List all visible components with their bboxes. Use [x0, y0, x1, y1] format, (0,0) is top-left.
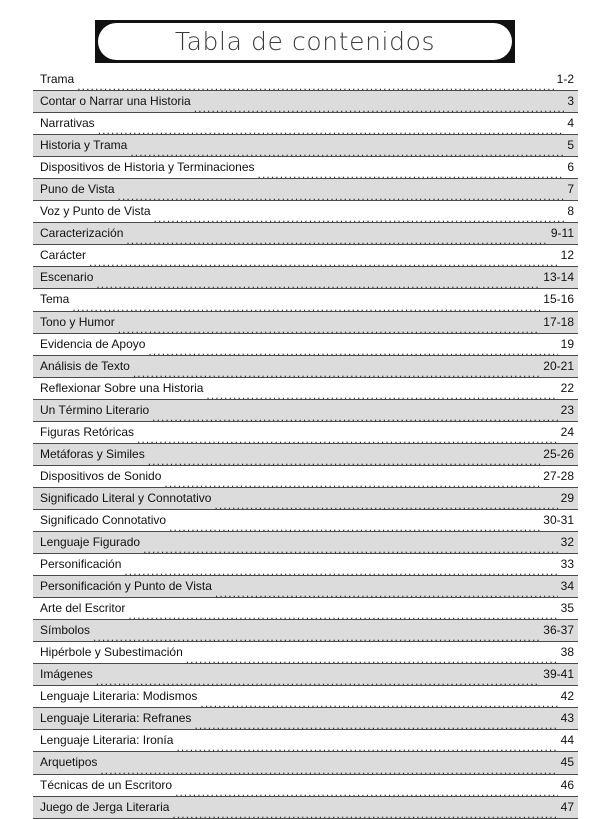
table-row[interactable]	[33, 797, 578, 819]
table-row[interactable]	[33, 378, 578, 400]
dot-leader	[194, 108, 565, 112]
toc-entry-label: Metáforas y Similes	[40, 446, 145, 461]
dot-leader	[154, 218, 565, 222]
toc-entry-label: Lenguaje Literaria: Refranes	[40, 711, 192, 726]
dot-leader	[96, 681, 541, 685]
dot-leader	[186, 659, 558, 663]
toc-entry-label: Tema	[40, 292, 70, 307]
toc-entry-label: Personificación y Punto de Vista	[40, 579, 212, 594]
table-row[interactable]	[33, 532, 578, 554]
dot-leader	[172, 814, 557, 818]
toc-entry-page-number: 9-11	[550, 226, 574, 241]
toc-entry-label: Voz y Punto de Vista	[40, 204, 151, 219]
toc-entry-label: Evidencia de Apoyo	[40, 336, 146, 351]
toc-entry-page-number: 42	[560, 689, 574, 704]
dot-leader	[126, 240, 547, 244]
toc-entry-label: Escenario	[40, 270, 94, 285]
dot-leader	[143, 549, 558, 553]
toc-entry-label: Técnicas de un Escritoro	[40, 777, 173, 792]
toc-entry-label: Símbolos	[40, 623, 91, 638]
toc-entry-page-number: 17-18	[543, 314, 574, 329]
toc-entry-page-number: 24	[560, 424, 574, 439]
dot-leader	[137, 439, 558, 443]
title-plate	[98, 23, 512, 60]
page-title: Tabla de contenidos	[174, 27, 436, 56]
dot-leader	[96, 284, 540, 288]
toc-entry-label: Significado Literal y Connotativo	[40, 490, 212, 505]
toc-entry-page-number: 3	[567, 94, 574, 109]
toc-entry-label: Reflexionar Sobre una Historia	[40, 380, 204, 395]
table-row[interactable]	[33, 775, 578, 797]
toc-entry-page-number: 7	[567, 182, 574, 197]
dot-leader	[89, 262, 558, 266]
toc-entry-label: Lenguaje Literaria: Ironía	[40, 733, 174, 748]
toc-entry-label: Figuras Retóricas	[40, 424, 135, 439]
toc-entry-label: Trama	[40, 72, 75, 87]
toc-entry-page-number: 44	[560, 733, 574, 748]
toc-entry-label: Contar o Narrar una Historia	[40, 94, 191, 109]
toc-entry-page-number: 43	[560, 711, 574, 726]
toc-entry-page-number: 39-41	[543, 667, 574, 682]
toc-entry-page-number: 19	[560, 336, 574, 351]
dot-leader	[164, 483, 540, 487]
toc-entry-page-number: 29	[560, 490, 574, 505]
dot-leader	[148, 461, 541, 465]
toc-entry-page-number: 34	[560, 579, 574, 594]
table-row[interactable]	[33, 312, 578, 334]
toc-entry-label: Análisis de Texto	[40, 358, 130, 373]
table-row[interactable]	[33, 620, 578, 642]
dot-leader	[152, 417, 557, 421]
toc-entry-page-number: 4	[567, 116, 574, 131]
toc-entry-page-number: 27-28	[543, 468, 574, 483]
toc-entry-page-number: 5	[567, 138, 574, 153]
toc-entry-page-number: 22	[560, 380, 574, 395]
dot-leader	[200, 703, 557, 707]
toc-entry-label: Narrativas	[40, 116, 95, 131]
table-row[interactable]	[33, 422, 578, 444]
table-row[interactable]	[33, 400, 578, 422]
dot-leader	[169, 527, 540, 531]
table-row[interactable]	[33, 488, 578, 510]
table-row[interactable]	[33, 510, 578, 532]
toc-entry-page-number: 12	[560, 248, 574, 263]
toc-entry-page-number: 47	[560, 799, 574, 814]
toc-entry-label: Tono y Humor	[40, 314, 115, 329]
dot-leader	[214, 505, 557, 509]
table-row[interactable]	[33, 201, 578, 223]
toc-entry-label: Carácter	[40, 248, 87, 263]
toc-entry-page-number: 46	[560, 777, 574, 792]
dot-leader	[258, 174, 565, 178]
dot-leader	[128, 615, 557, 619]
toc-entry-page-number: 35	[560, 601, 574, 616]
table-row[interactable]	[33, 334, 578, 356]
toc-entry-label: Dispositivos de Historia y Terminaciones	[40, 160, 255, 175]
table-row[interactable]	[33, 664, 578, 686]
table-row[interactable]	[33, 554, 578, 576]
toc-entry-label: Dispositivos de Sonido	[40, 468, 162, 483]
dot-leader	[175, 792, 558, 796]
toc-entry-label: Puno de Vista	[40, 182, 115, 197]
toc-entry-page-number: 38	[560, 645, 574, 660]
toc-entry-label: Juego de Jerga Literaria	[40, 799, 170, 814]
toc-entry-label: Arquetipos	[40, 755, 98, 770]
dot-leader	[100, 770, 557, 774]
toc-entry-label: Lenguaje Figurado	[40, 535, 141, 549]
toc-entry-page-number: 13-14	[543, 270, 574, 285]
toc-entry-page-number: 25-26	[543, 446, 574, 461]
toc-entry-page-number: 32	[560, 535, 574, 549]
dot-leader	[118, 329, 541, 333]
table-row[interactable]	[33, 135, 578, 157]
table-row[interactable]	[33, 91, 578, 113]
toc-entry-label: Hipérbole y Subestimación	[40, 645, 183, 660]
dot-leader	[77, 86, 553, 90]
toc-entry-page-number: 1-2	[556, 72, 574, 87]
toc-entry-label: Un Término Literario	[40, 402, 150, 417]
table-row[interactable]	[33, 113, 578, 135]
dot-leader	[206, 395, 557, 399]
table-row[interactable]	[33, 708, 578, 730]
table-row[interactable]	[33, 289, 578, 311]
table-of-contents	[33, 69, 578, 819]
dot-leader	[124, 571, 557, 575]
toc-entry-label: Historia y Trama	[40, 138, 128, 153]
title-banner	[95, 20, 515, 63]
toc-entry-page-number: 20-21	[543, 358, 574, 373]
toc-entry-label: Imágenes	[40, 667, 93, 682]
dot-leader	[215, 593, 558, 597]
table-row[interactable]	[33, 245, 578, 267]
toc-entry-label: Significado Connotativo	[40, 512, 167, 527]
toc-entry-page-number: 6	[567, 160, 574, 175]
table-row[interactable]	[33, 576, 578, 598]
toc-entry-label: Arte del Escritor	[40, 601, 126, 616]
table-row[interactable]	[33, 69, 578, 91]
dot-leader	[148, 351, 557, 355]
table-row[interactable]	[33, 223, 578, 245]
table-row[interactable]	[33, 642, 578, 664]
table-row[interactable]	[33, 686, 578, 708]
table-row[interactable]	[33, 466, 578, 488]
toc-entry-page-number: 15-16	[543, 292, 574, 307]
table-row[interactable]	[33, 444, 578, 466]
dot-leader	[194, 725, 557, 729]
dot-leader	[93, 637, 540, 641]
table-row[interactable]	[33, 356, 578, 378]
toc-entry-label: Lenguaje Literaria: Modismos	[40, 689, 198, 704]
table-row[interactable]	[33, 752, 578, 774]
toc-entry-page-number: 8	[567, 204, 574, 219]
table-row[interactable]	[33, 179, 578, 201]
dot-leader	[176, 747, 557, 751]
dot-leader	[72, 307, 540, 311]
dot-leader	[118, 196, 565, 200]
toc-entry-label: Personificación	[40, 557, 122, 572]
toc-entry-label: Caracterización	[40, 226, 124, 241]
dot-leader	[130, 152, 564, 156]
table-row[interactable]	[33, 157, 578, 179]
toc-entry-page-number: 30-31	[543, 512, 574, 527]
toc-entry-page-number: 36-37	[543, 623, 574, 638]
toc-entry-page-number: 33	[560, 557, 574, 572]
table-row[interactable]	[33, 267, 578, 289]
dot-leader	[133, 373, 540, 377]
table-row[interactable]	[33, 598, 578, 620]
table-row[interactable]	[33, 730, 578, 752]
toc-entry-page-number: 23	[560, 402, 574, 417]
toc-entry-page-number: 45	[560, 755, 574, 770]
dot-leader	[98, 130, 565, 134]
